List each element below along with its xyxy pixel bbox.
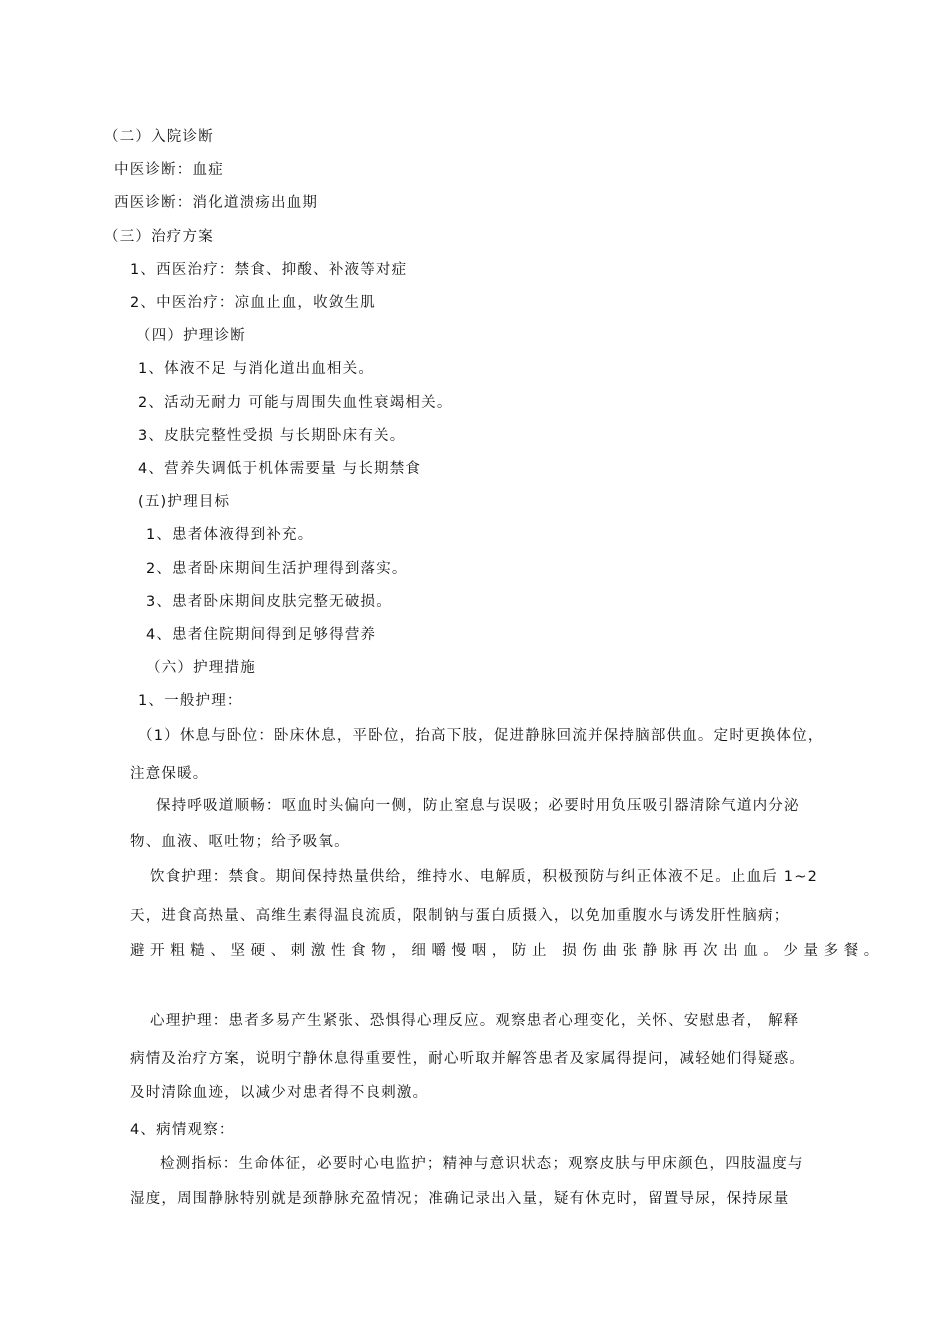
nursing-diagnosis-4: 4、营养失调低于机体需要量 与长期禁食 [138, 461, 422, 477]
section-3-heading: （三）治疗方案 [104, 229, 214, 245]
nursing-goal-4: 4、患者住院期间得到足够得营养 [146, 627, 377, 643]
general-nursing-heading: 1、一般护理： [138, 693, 243, 709]
diet-line-1: 饮食护理：禁食。期间保持热量供给，维持水、电解质，积极预防与纠正体液不足。止血后 1~2 [150, 869, 819, 885]
nursing-diagnosis-2: 2、活动无耐力 可能与周围失血性衰竭相关。 [138, 395, 453, 411]
observation-heading: 4、病情观察： [130, 1122, 235, 1138]
rest-position-line-2: 注意保暖。 [130, 766, 209, 782]
nursing-diagnosis-1: 1、体液不足 与消化道出血相关。 [138, 361, 375, 377]
airway-line-2: 物、血液、呕吐物；给予吸氧。 [130, 834, 350, 850]
rest-position-line-1: （1）休息与卧位：卧床休息，平卧位，抬高下肢，促进静脉回流并保持脑部供血。定时更换体位， [138, 728, 824, 744]
treatment-item-1: 1、西医治疗：禁食、抑酸、补液等对症 [130, 262, 408, 278]
diet-line-3: 避开粗糙、坚硬、刺激性食物，细嚼慢咽，防止 损伤曲张静脉再次出血。少量多餐。 [130, 943, 884, 959]
nursing-diagnosis-3: 3、皮肤完整性受损 与长期卧床有关。 [138, 428, 406, 444]
psych-line-3: 及时清除血迹，以减少对患者得不良刺激。 [130, 1085, 429, 1101]
monitoring-line-1: 检测指标：生命体征，必要时心电监护；精神与意识状态；观察皮肤与甲床颜色，四肢温度与 [160, 1156, 804, 1172]
nursing-goal-2: 2、患者卧床期间生活护理得到落实。 [146, 561, 408, 577]
psych-line-1: 心理护理：患者多易产生紧张、恐惧得心理反应。观察患者心理变化，关怀、安慰患者， 解释 [150, 1013, 800, 1029]
psych-line-2: 病情及治疗方案，说明宁静休息得重要性，耐心听取并解答患者及家属得提问，减轻她们得疑惑。 [130, 1051, 806, 1067]
tcm-diagnosis: 中医诊断：血症 [114, 162, 224, 178]
monitoring-line-2: 湿度，周围静脉特别就是颈静脉充盈情况；准确记录出入量，疑有休克时，留置导尿，保持尿量 [130, 1191, 790, 1207]
section-2-heading: （二）入院诊断 [104, 129, 214, 145]
diet-line-2: 天，进食高热量、高维生素得温良流质，限制钠与蛋白质摄入，以免加重腹水与诱发肝性脑病； [130, 908, 790, 924]
nursing-goal-3: 3、患者卧床期间皮肤完整无破损。 [146, 594, 392, 610]
airway-line-1: 保持呼吸道顺畅：呕血时头偏向一侧，防止窒息与误吸；必要时用负压吸引器清除气道内分泌 [156, 798, 800, 814]
treatment-item-2: 2、中医治疗：凉血止血，收敛生肌 [130, 295, 376, 311]
section-4-heading: （四）护理诊断 [136, 328, 246, 344]
section-5-heading: (五)护理目标 [138, 494, 231, 510]
nursing-goal-1: 1、患者体液得到补充。 [146, 527, 314, 543]
section-6-heading: （六）护理措施 [146, 660, 256, 676]
western-diagnosis: 西医诊断：消化道溃疡出血期 [114, 195, 319, 211]
